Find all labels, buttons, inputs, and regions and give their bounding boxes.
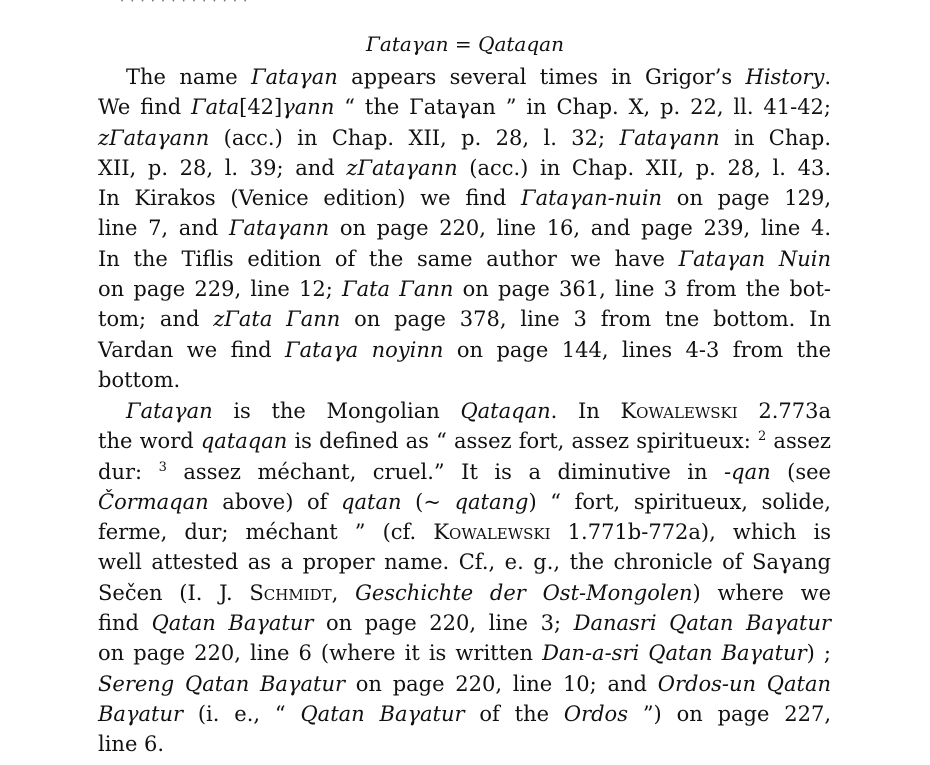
paragraph-2-line-8: find Qatan Baγatur on page 220, line 3; Danasri Qatan Baγatur (98, 611, 832, 636)
cropped-previous-line: · · · · · · · · · · · · · (120, 0, 249, 9)
section-heading: Γataγan = Qataqan (366, 32, 564, 56)
paragraph-1-line-8: on page 229, line 12; Γata Γann on page 361, line 3 from the bot- (98, 277, 831, 302)
paragraph-2-line-3: dur: $^3$ assez méchant, cruel.” It is a diminutive in -qan (see (98, 459, 831, 484)
paragraph-2 (98, 396, 831, 760)
paragraph-2-line-4: Čormaqan above) of qatan (~ qatang) “ fort, spiritueux, solide, (98, 489, 831, 514)
paragraph-2-line-6: well attested as a proper name. Cf., e. g., the chronicle of Saγang (98, 550, 831, 575)
paragraph-1-line-9: tom; and zΓata Γann on page 378, line 3 from tne bottom. In (98, 307, 831, 332)
paragraph-2-line-9: on page 220, line 6 (where it is written Dan-a-sri Qatan Baγatur) ; (98, 641, 831, 666)
paragraph-2-line-7: Sečen (I. J. Schmidt, Geschichte der Ost-Mongolen) where we (98, 580, 832, 605)
paragraph-1 (98, 62, 831, 395)
paragraph-2-line-11: Baγatur (i. e., “ Qatan Baγatur of the Ordos ”) on page 227, (98, 701, 831, 726)
paragraph-1-line-4: XII, p. 28, l. 39; and zΓataγann (acc.) in Chap. XII, p. 28, l. 43. (98, 155, 831, 180)
paragraph-2-line-12: line 6. (98, 732, 165, 757)
paragraph-2-line-2: the word qataqan is defined as “ assez fort, assez spiritueux: $^2$ assez (98, 429, 831, 454)
paragraph-1-line-10: Vardan we find Γataγa noyinn on page 144, lines 4-3 from the (98, 337, 832, 362)
paragraph-1-line-2: We find Γata[42]γann “ the Γataγan ” in Chap. X, p. 22, ll. 41-42; (98, 95, 831, 120)
paragraph-2-line-10: Sereng Qatan Baγatur on page 220, line 10; and Ordos-un Qatan (98, 671, 831, 696)
paragraph-1-line-6: line 7, and Γataγann on page 220, line 16, and page 239, line 4. (98, 216, 832, 241)
paragraph-2-line-5: ferme, dur; méchant ” (cf. Kowalewski 1.771b-772a), which is (98, 520, 831, 545)
paragraph-1-line-1: The name Γataγan appears several times in Grigor’s History. (126, 65, 831, 89)
paragraph-1-line-5: In Kirakos (Venice edition) we find Γataγan-nuin on page 129, (98, 186, 831, 211)
paragraph-1-line-11: bottom. (98, 367, 181, 392)
paragraph-1-line-7: In the Tiflis edition of the same author we have Γataγan Nuin (98, 246, 831, 271)
paragraph-1-line-3: zΓataγann (acc.) in Chap. XII, p. 28, l. 32; Γataγann in Chap. (98, 125, 831, 150)
paragraph-2-line-1: Γataγan is the Mongolian Qataqan. In Kowalewski 2.773a (126, 399, 831, 423)
